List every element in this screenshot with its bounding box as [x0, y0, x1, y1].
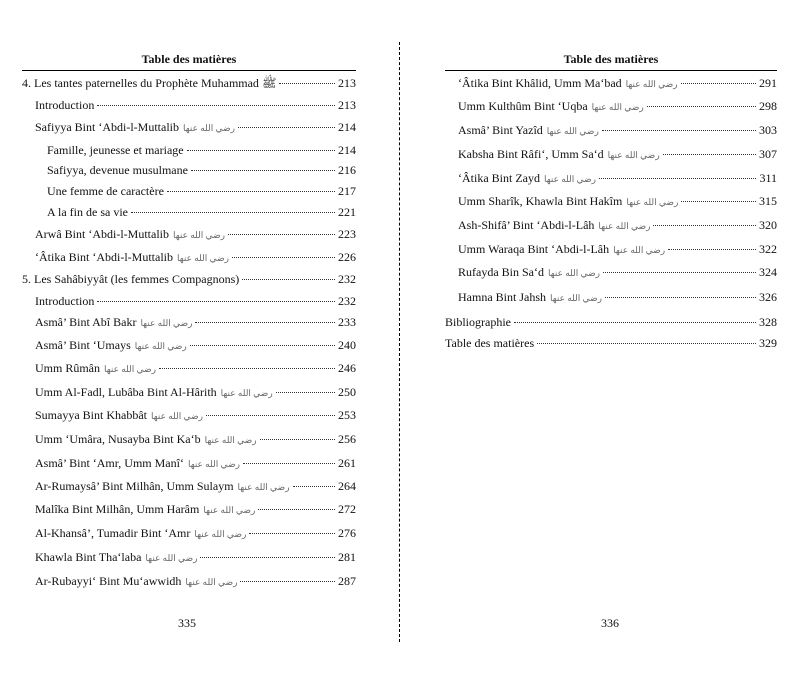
- toc-entry-label: Safiyya Bint ‘Abdi-l-Muttalib: [35, 120, 179, 134]
- right-page-title: Table des matières: [563, 52, 659, 66]
- toc-entry-page: 287: [338, 574, 356, 588]
- toc-entry-page: 256: [338, 432, 356, 446]
- toc-entry-label: Khawla Bint Tha‘laba: [35, 550, 142, 564]
- right-title-rule: [445, 70, 777, 71]
- honorific-glyph: رضي الله عنها: [626, 197, 679, 207]
- toc-entry[interactable]: [35, 118, 356, 136]
- toc-entry-page: 272: [338, 502, 356, 516]
- toc-entry-page: 253: [338, 408, 356, 422]
- toc-entry[interactable]: [458, 263, 777, 281]
- toc-entry[interactable]: [445, 313, 777, 331]
- toc-entry[interactable]: [22, 270, 356, 288]
- toc-entry-label: Asmâ’ Bint ‘Amr, Umm Manî‘: [35, 456, 184, 470]
- honorific-glyph: رضي الله عنها: [194, 529, 247, 539]
- toc-entry-page: 276: [338, 526, 356, 540]
- toc-entry-label: Umm Kulthûm Bint ‘Uqba: [458, 99, 588, 113]
- toc-entry-page: 315: [759, 194, 777, 208]
- toc-entry-label: Rufayda Bin Sa‘d: [458, 265, 544, 279]
- honorific-glyph: رضي الله عنها: [203, 505, 256, 515]
- honorific-glyph: رضي الله عنها: [204, 435, 257, 445]
- honorific-glyph: رضي الله عنها: [182, 123, 235, 133]
- dot-leader: [293, 486, 335, 487]
- toc-entry-label: Umm Rûmân: [35, 361, 100, 375]
- toc-entry-label: Ash-Shifâ’ Bint ‘Abdi-l-Lâh: [458, 218, 595, 232]
- honorific-glyph: رضي الله عنها: [591, 102, 644, 112]
- dot-leader: [232, 257, 335, 258]
- toc-entry-page: 303: [759, 123, 777, 137]
- toc-entry-page: 216: [338, 163, 356, 177]
- toc-entry[interactable]: [458, 97, 777, 115]
- toc-entry[interactable]: [35, 292, 356, 310]
- toc-entry-label: Kabsha Bint Râfi‘, Umm Sa‘d: [458, 147, 604, 161]
- toc-entry-label: Umm Al-Fadl, Lubâba Bint Al-Hârith: [35, 385, 217, 399]
- toc-entry-label: Asmâ’ Bint Abî Bakr: [35, 315, 137, 329]
- toc-entry-page: 322: [759, 242, 777, 256]
- toc-entry-page: 223: [338, 227, 356, 241]
- honorific-glyph: رضي الله عنها: [145, 553, 198, 563]
- dot-leader: [187, 150, 335, 151]
- toc-entry-page: 214: [338, 143, 356, 157]
- toc-entry[interactable]: [47, 161, 356, 179]
- honorific-glyph: رضي الله عنها: [187, 459, 240, 469]
- dot-leader: [191, 170, 335, 171]
- toc-entry-label: Une femme de caractère: [47, 184, 164, 198]
- toc-entry-label: Malîka Bint Milhân, Umm Harâm: [35, 502, 200, 516]
- dot-leader: [243, 463, 335, 464]
- dot-leader: [228, 234, 335, 235]
- left-page-number: 335: [178, 616, 196, 630]
- dot-leader: [681, 83, 756, 84]
- dot-leader: [97, 105, 335, 106]
- page-divider: [399, 42, 400, 642]
- dot-leader: [602, 130, 756, 131]
- dot-leader: [190, 345, 335, 346]
- toc-entry-label: Bibliographie: [445, 315, 511, 329]
- toc-entry-label: Introduction: [35, 294, 95, 308]
- toc-entry-page: 232: [338, 272, 356, 286]
- toc-entry-page: 320: [759, 218, 777, 232]
- dot-leader: [97, 301, 335, 302]
- toc-entry-label: Table des matières: [445, 336, 535, 350]
- toc-entry-label: ‘Âtika Bint Zayd: [458, 171, 540, 185]
- dot-leader: [279, 83, 335, 84]
- toc-entry-label: Sumayya Bint Khabbât: [35, 408, 147, 422]
- toc-entry[interactable]: [35, 96, 356, 114]
- toc-entry-page: 261: [338, 456, 356, 470]
- toc-entry-page: 281: [338, 550, 356, 564]
- honorific-glyph: رضي الله عنها: [104, 364, 157, 374]
- dot-leader: [276, 392, 335, 393]
- toc-entry[interactable]: [458, 169, 777, 187]
- toc-entry[interactable]: [35, 248, 356, 266]
- toc-entry[interactable]: [458, 216, 777, 234]
- honorific-glyph: رضي الله عنها: [140, 318, 193, 328]
- toc-entry-label: Famille, jeunesse et mariage: [47, 143, 184, 157]
- honorific-glyph: رضي الله عنها: [176, 253, 229, 263]
- dot-leader: [647, 106, 756, 107]
- honorific-glyph: رضي الله عنها: [613, 245, 666, 255]
- toc-entry-label: Asmâ’ Bint ‘Umays: [35, 338, 131, 352]
- honorific-glyph: رضي الله عنها: [150, 411, 203, 421]
- toc-entry-page: 232: [338, 294, 356, 308]
- toc-entry-page: 307: [759, 147, 777, 161]
- dot-leader: [242, 279, 335, 280]
- toc-entry-label: 5. Les Sahâbiyyât (les femmes Compagnons): [22, 272, 240, 286]
- toc-entry-label: Umm Sharîk, Khawla Bint Hakîm: [458, 194, 623, 208]
- honorific-glyph: رضي الله عنها: [550, 293, 603, 303]
- honorific-glyph: رضي الله عنها: [607, 150, 660, 160]
- dot-leader: [653, 225, 756, 226]
- left-title-rule: [22, 70, 356, 71]
- dot-leader: [249, 533, 335, 534]
- toc-entry-page: 217: [338, 184, 356, 198]
- toc-entry[interactable]: [35, 430, 356, 448]
- toc-entry-label: Safiyya, devenue musulmane: [47, 163, 188, 177]
- dot-leader: [537, 343, 756, 344]
- dot-leader: [167, 191, 335, 192]
- toc-entry-page: 324: [759, 265, 777, 279]
- right-page-number: 336: [601, 616, 619, 630]
- toc-entry-label: Arwâ Bint ‘Abdi-l-Muttalib: [35, 227, 169, 241]
- dot-leader: [603, 272, 756, 273]
- toc-entry[interactable]: [35, 359, 356, 377]
- dot-leader: [681, 201, 756, 202]
- toc-entry-page: 264: [338, 479, 356, 493]
- toc-entry-page: 214: [338, 120, 356, 134]
- dot-leader: [260, 439, 335, 440]
- dot-leader: [159, 368, 335, 369]
- toc-entry-label: Hamna Bint Jahsh: [458, 290, 546, 304]
- toc-entry[interactable]: [458, 74, 777, 92]
- toc-entry-page: 329: [759, 336, 777, 350]
- toc-entry[interactable]: [35, 500, 356, 518]
- toc-entry-label: ‘Âtika Bint Khâlid, Umm Ma‘bad: [458, 76, 622, 90]
- toc-entry-page: 233: [338, 315, 356, 329]
- honorific-glyph: رضي الله عنها: [134, 341, 187, 351]
- toc-entry-page: 328: [759, 315, 777, 329]
- toc-entry[interactable]: [35, 454, 356, 472]
- toc-entry-page: 326: [759, 290, 777, 304]
- dot-leader: [200, 557, 335, 558]
- toc-entry[interactable]: [458, 145, 777, 163]
- honorific-glyph: رضي الله عنها: [185, 577, 238, 587]
- toc-entry[interactable]: [35, 336, 356, 354]
- toc-entry[interactable]: [35, 313, 356, 331]
- toc-entry-page: 221: [338, 205, 356, 219]
- toc-entry-page: 213: [338, 98, 356, 112]
- dot-leader: [240, 581, 335, 582]
- toc-entry[interactable]: [35, 524, 356, 542]
- toc-entry-page: 298: [759, 99, 777, 113]
- honorific-glyph: رضي الله عنها: [548, 268, 601, 278]
- toc-entry[interactable]: [458, 192, 777, 210]
- toc-entry[interactable]: [458, 288, 777, 306]
- toc-entry[interactable]: [47, 203, 356, 221]
- toc-entry-page: 246: [338, 361, 356, 375]
- honorific-glyph: رضي الله عنها: [625, 79, 678, 89]
- toc-entry-label: Ar-Rubayyi‘ Bint Mu‘awwidh: [35, 574, 182, 588]
- toc-entry-page: 226: [338, 250, 356, 264]
- toc-entry-label: Umm Waraqa Bint ‘Abdi-l-Lâh: [458, 242, 610, 256]
- honorific-glyph: رضي الله عنها: [543, 174, 596, 184]
- honorific-glyph: رضي الله عنها: [220, 388, 273, 398]
- honorific-glyph: رضي الله عنها: [237, 482, 290, 492]
- toc-entry-label: 4. Les tantes paternelles du Prophète Muhammad ﷺ: [22, 76, 277, 90]
- toc-entry-label: Al-Khansâ’, Tumadir Bint ‘Amr: [35, 526, 191, 540]
- toc-entry[interactable]: [35, 572, 356, 590]
- toc-entry[interactable]: [35, 477, 356, 495]
- toc-entry[interactable]: [458, 121, 777, 139]
- toc-entry[interactable]: [458, 240, 777, 258]
- toc-entry-page: 250: [338, 385, 356, 399]
- toc-entry-page: 213: [338, 76, 356, 90]
- toc-entry-label: Ar-Rumaysâ’ Bint Milhân, Umm Sulaym: [35, 479, 234, 493]
- dot-leader: [605, 297, 756, 298]
- toc-entry[interactable]: [35, 406, 356, 424]
- toc-entry[interactable]: [35, 383, 356, 401]
- dot-leader: [238, 127, 335, 128]
- toc-entry-label: ‘Âtika Bint ‘Abdi-l-Muttalib: [35, 250, 173, 264]
- toc-entry[interactable]: [47, 182, 356, 200]
- honorific-glyph: رضي الله عنها: [546, 126, 599, 136]
- left-page-title: Table des matières: [141, 52, 237, 66]
- toc-entry-label: A la fin de sa vie: [47, 205, 128, 219]
- toc-entry[interactable]: [445, 334, 777, 352]
- toc-entry-page: 291: [759, 76, 777, 90]
- toc-entry-label: Umm ‘Umâra, Nusayba Bint Ka‘b: [35, 432, 201, 446]
- dot-leader: [195, 322, 335, 323]
- dot-leader: [663, 154, 756, 155]
- dot-leader: [514, 322, 756, 323]
- toc-entry[interactable]: [47, 141, 356, 159]
- dot-leader: [131, 212, 335, 213]
- toc-entry-page: 240: [338, 338, 356, 352]
- dot-leader: [599, 178, 756, 179]
- toc-entry[interactable]: [35, 548, 356, 566]
- dot-leader: [258, 509, 335, 510]
- toc-entry-page: 311: [759, 171, 777, 185]
- toc-entry-label: Asmâ’ Bint Yazîd: [458, 123, 543, 137]
- dot-leader: [668, 249, 756, 250]
- honorific-glyph: رضي الله عنها: [172, 230, 225, 240]
- toc-entry[interactable]: [35, 225, 356, 243]
- toc-entry-label: Introduction: [35, 98, 95, 112]
- dot-leader: [206, 415, 335, 416]
- toc-entry[interactable]: [22, 74, 356, 92]
- honorific-glyph: رضي الله عنها: [598, 221, 651, 231]
